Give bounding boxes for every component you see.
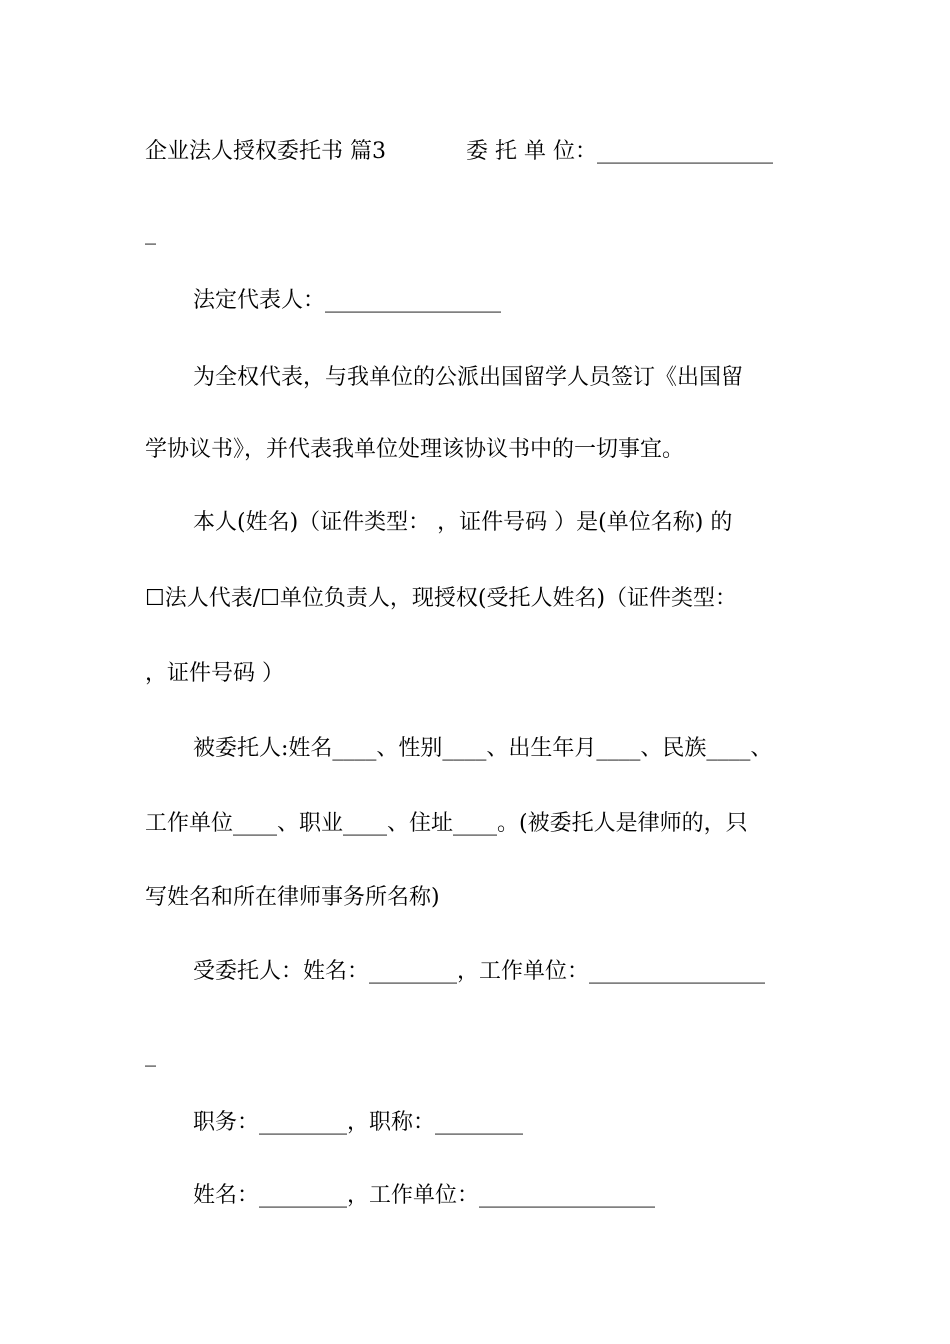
paragraph-line: 写姓名和所在律师事务所名称) <box>145 885 440 910</box>
paragraph-line: ，证件号码 ） <box>145 661 284 686</box>
trustee-field: 受委托人：姓名：________，工作单位：________________ <box>193 959 766 984</box>
paragraph-line: ☐法人代表/☐单位负责人，现授权(受托人姓名)（证件类型： <box>145 586 738 611</box>
paragraph-line: 工作单位____、职业____、住址____。(被委托人是律师的，只 <box>145 811 748 836</box>
paragraph-line: 被委托人:姓名____、性别____、出生年月____、民族____、 <box>193 736 773 761</box>
document-title: 企业法人授权委托书 篇3 <box>145 139 386 164</box>
underline-continuation: _ <box>145 220 156 245</box>
underline-continuation: _ <box>145 1042 156 1067</box>
legal-representative-field: 法定代表人：________________ <box>193 288 502 313</box>
paragraph-line: 学协议书》，并代表我单位处理该协议书中的一切事宜。 <box>145 437 685 462</box>
position-title-field: 职务：________，职称：________ <box>193 1110 524 1135</box>
name-work-unit-field: 姓名：________，工作单位：________________ <box>193 1183 656 1208</box>
entrusting-unit-field: 委 托 单 位：________________ <box>466 139 773 164</box>
paragraph-line: 本人(姓名)（证件类型： ，证件号码 ）是(单位名称) 的 <box>193 510 733 535</box>
paragraph-line: 为全权代表，与我单位的公派出国留学人员签订《出国留 <box>193 365 744 390</box>
